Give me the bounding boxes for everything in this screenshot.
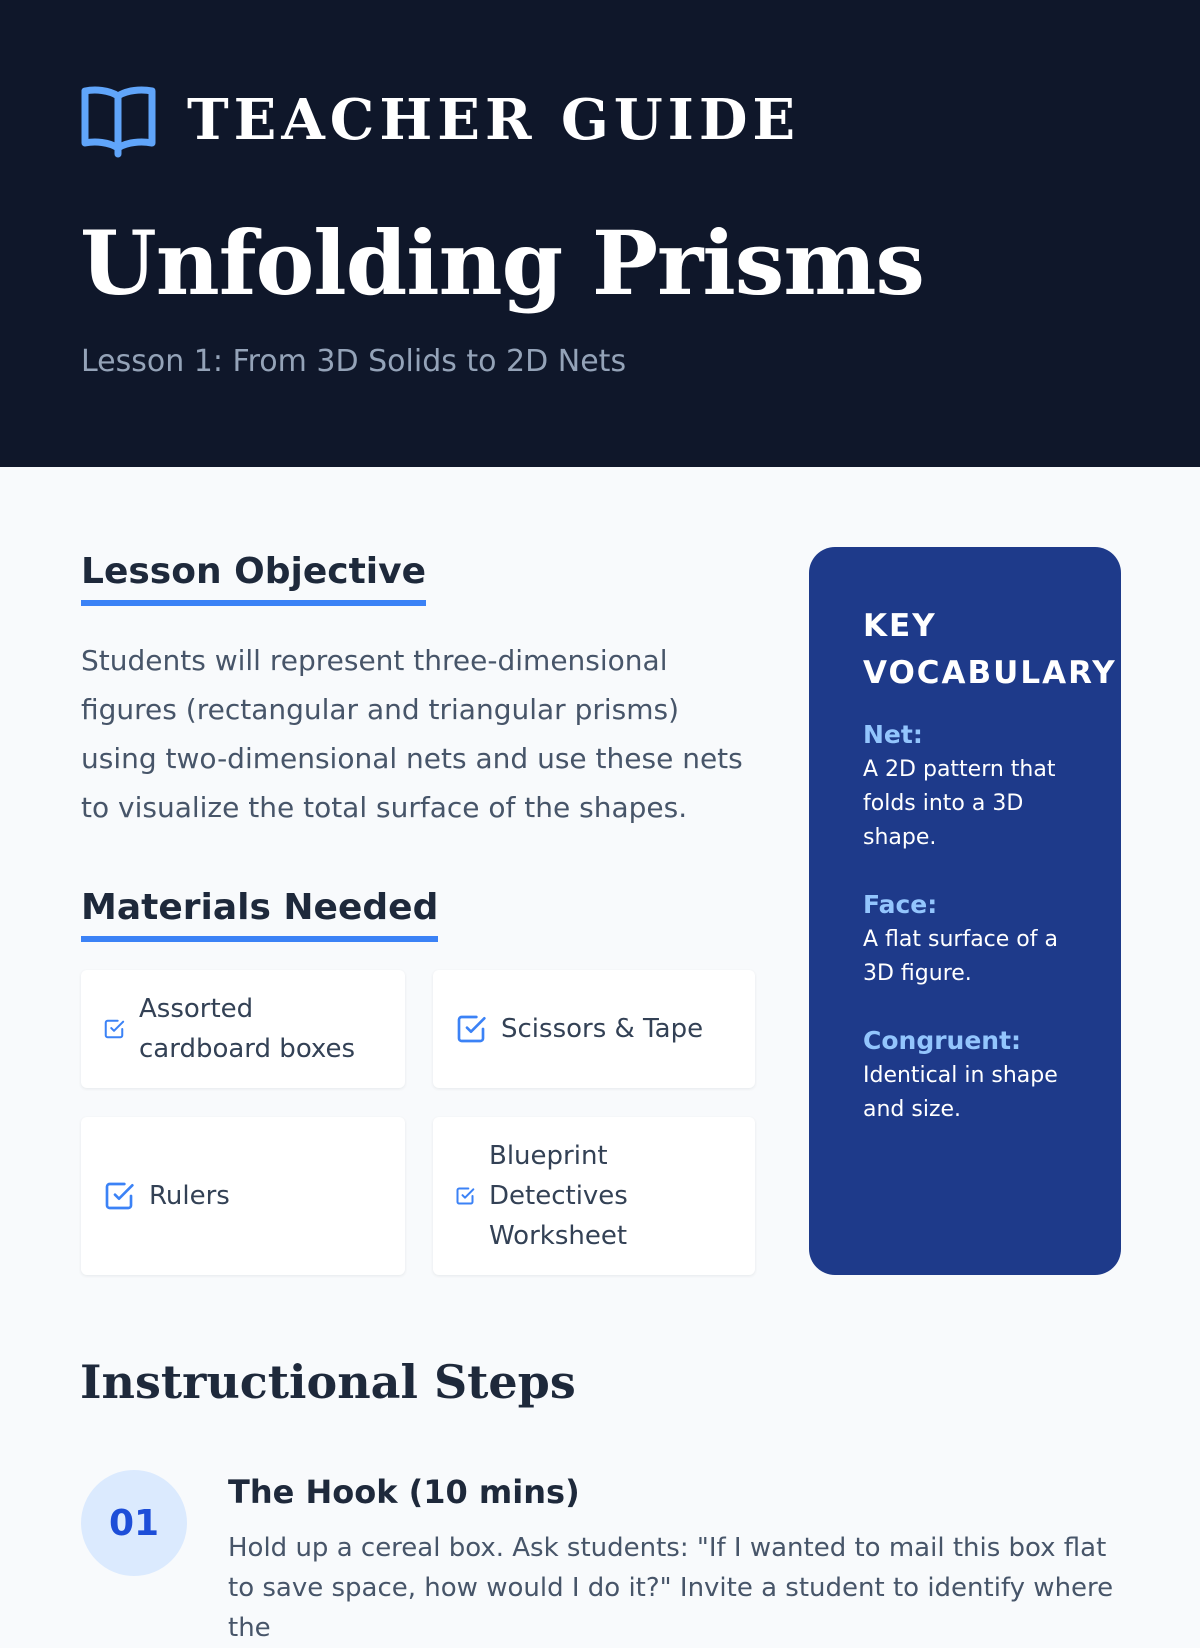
- open-book-icon: [81, 85, 157, 155]
- vocabulary-definition: A 2D pattern that folds into a 3D shape.: [863, 757, 1056, 850]
- vocabulary-term: Net:: [863, 720, 923, 749]
- guide-label: [81, 85, 800, 155]
- vocabulary-term: Face:: [863, 890, 938, 919]
- material-card: [81, 970, 405, 1088]
- vocabulary-item: [863, 887, 1073, 991]
- step-number-badge: 01: [81, 1470, 187, 1576]
- checkbox-checked-icon: [455, 1186, 475, 1206]
- materials-heading: Materials Needed: [81, 888, 438, 942]
- guide-label-text: TEACHER GUIDE: [187, 87, 801, 153]
- material-card: [433, 1117, 755, 1275]
- lesson-subtitle: Lesson 1: From 3D Solids to 2D Nets: [81, 344, 627, 379]
- material-label: Blueprint Detectives Worksheet: [489, 1141, 628, 1251]
- key-vocabulary-panel: [809, 547, 1121, 1275]
- objective-heading: Lesson Objective: [81, 552, 426, 606]
- page-header: [0, 0, 1200, 467]
- objective-text: Students will represent three-dimensional figures (rectangular and triangular prisms) using two-dimensional nets and use these nets to visualize the total surface of the shapes.: [81, 644, 743, 824]
- page-title: Unfolding Prisms: [80, 211, 924, 315]
- vocabulary-heading: KEY VOCABULARY: [863, 608, 1117, 691]
- checkbox-checked-icon: [103, 1018, 125, 1040]
- vocabulary-item: [863, 1023, 1073, 1127]
- vocabulary-term: Congruent:: [863, 1026, 1022, 1055]
- material-card: [433, 970, 755, 1088]
- material-label: Assorted cardboard boxes: [139, 994, 356, 1064]
- checkbox-checked-icon: [103, 1180, 135, 1212]
- step-title: The Hook (10 mins): [228, 1473, 580, 1511]
- material-card: [81, 1117, 405, 1275]
- material-label: Scissors & Tape: [501, 1014, 704, 1044]
- vocabulary-definition: Identical in shape and size.: [863, 1063, 1058, 1122]
- vocabulary-definition: A flat surface of a 3D figure.: [863, 927, 1058, 986]
- instructional-steps-heading: Instructional Steps: [80, 1355, 576, 1409]
- vocabulary-item: [863, 717, 1073, 855]
- material-label: Rulers: [149, 1181, 230, 1211]
- step-description: Hold up a cereal box. Ask students: "If I wanted to mail this box flat to save space, how would I do it?" Invite a student to identify where the: [228, 1533, 1114, 1643]
- checkbox-checked-icon: [455, 1013, 487, 1045]
